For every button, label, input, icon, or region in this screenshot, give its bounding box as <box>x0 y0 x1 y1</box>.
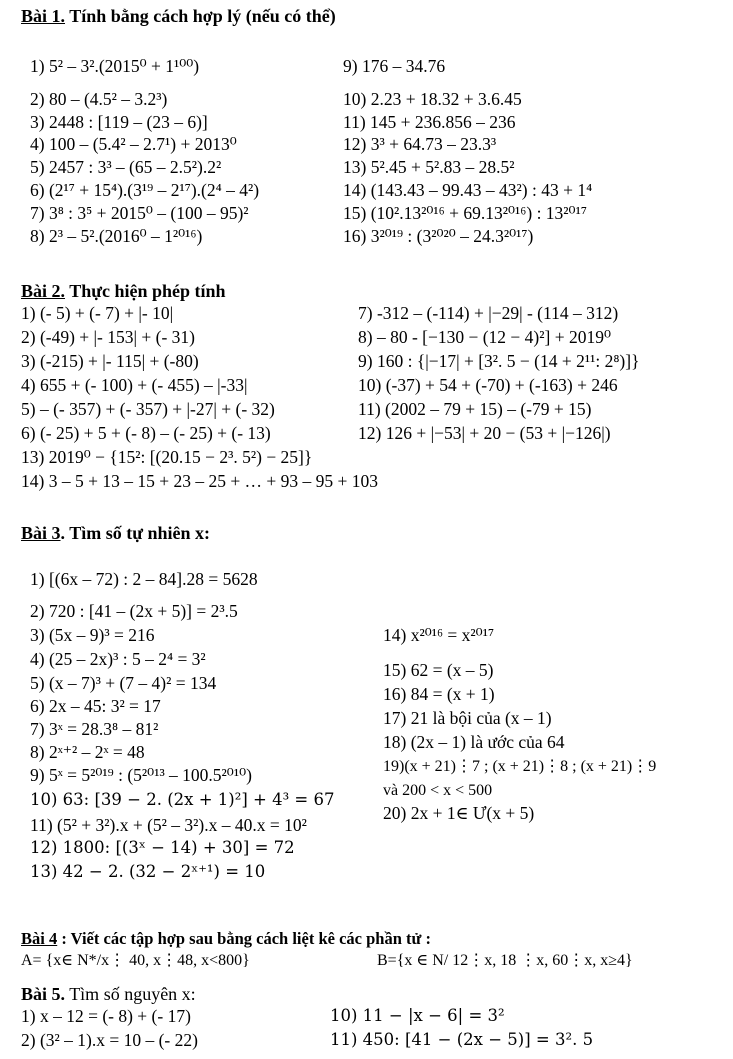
bai1-item-11: 11) 145 + 236.856 – 236 <box>343 112 516 132</box>
bai2-item-14: 14) 3 – 5 + 13 – 15 + 23 – 25 + … + 93 – 95 + 103 <box>21 471 379 491</box>
bai5-item-11: 11) 450: [41 − (2x − 5)] = 3². 5 <box>330 1030 594 1049</box>
bai2-item-7: 7) -312 – (-114) + |−29| - (114 – 312) <box>358 303 619 323</box>
bai3-item-9: 9) 5ˣ = 5²⁰¹⁹ : (5²⁰¹³ – 100.5²⁰¹⁰) <box>30 765 252 785</box>
bai2-heading: Bài 2. Thực hiện phép tính <box>21 281 226 301</box>
bai2-item-3: 3) (-215) + |- 115| + (-80) <box>21 351 199 371</box>
bai1-item-12: 12) 3³ + 64.73 – 23.3³ <box>343 134 497 154</box>
bai3-item-2: 2) 720 : [41 – (2x + 5)] = 2³.5 <box>30 601 238 621</box>
bai1-item-13: 13) 5².45 + 5².83 – 28.5² <box>343 157 515 177</box>
bai4-set-a: A= {x∈ N*/x⋮ 40, x⋮48, x<800} <box>21 952 250 969</box>
bai2-item-13: 13) 2019⁰ − {15²: [(20.15 − 2³. 5²) − 25]} <box>21 447 313 467</box>
bai2-item-10: 10) (-37) + 54 + (-70) + (-163) + 246 <box>358 375 618 395</box>
bai2-item-9: 9) 160 : {|−17| + [3². 5 − (14 + 2¹¹: 2⁸)]} <box>358 351 640 371</box>
bai1-item-2: 2) 80 – (4.5² – 3.2³) <box>30 89 168 109</box>
bai3-item-6: 6) 2x – 45: 3² = 17 <box>30 696 161 716</box>
bai3-item-15: 15) 62 = (x – 5) <box>383 660 494 680</box>
bai3-item-18: 18) (2x – 1) là ước của 64 <box>383 732 565 752</box>
bai3-item-13: 13) 42 − 2. (32 − 2ˣ⁺¹) = 10 <box>30 862 266 881</box>
bai1-item-6: 6) (2¹⁷ + 15⁴).(3¹⁹ – 2¹⁷).(2⁴ – 4²) <box>30 180 260 200</box>
bai1-item-10: 10) 2.23 + 18.32 + 3.6.45 <box>343 89 522 109</box>
bai2-item-1: 1) (- 5) + (- 7) + |- 10| <box>21 303 174 323</box>
bai5-item-2: 2) (3² – 1).x = 10 – (- 22) <box>21 1030 198 1050</box>
bai1-item-3: 3) 2448 : [119 – (23 – 6)] <box>30 112 208 132</box>
bai4-heading: Bài 4 : Viết các tập hợp sau bằng cách liệt kê các phần tử : <box>21 929 432 948</box>
bai3-item-20: 20) 2x + 1∈ Ư(x + 5) <box>383 803 535 823</box>
bai3-item-1: 1) [(6x – 72) : 2 – 84].28 = 5628 <box>30 569 258 589</box>
bai1-item-15: 15) (10².13²⁰¹⁶ + 69.13²⁰¹⁶) : 13²⁰¹⁷ <box>343 203 587 223</box>
bai1-item-8: 8) 2³ – 5².(2016⁰ – 1²⁰¹⁶) <box>30 226 203 246</box>
bai2-item-5: 5) – (- 357) + (- 357) + |-27| + (- 32) <box>21 399 275 419</box>
bai3-item-17: 17) 21 là bội của (x – 1) <box>383 708 552 728</box>
bai3-item-10: 10) 63: [39 − 2. (2x + 1)²] + 4³ = 67 <box>30 790 335 809</box>
bai1-item-9: 9) 176 – 34.76 <box>343 56 446 76</box>
bai3-item-14: 14) x²⁰¹⁶ = x²⁰¹⁷ <box>383 625 495 645</box>
bai1-item-1: 1) 5² – 3².(2015⁰ + 1¹⁰⁰) <box>30 56 200 76</box>
bai1-item-4: 4) 100 – (5.4² – 2.7¹) + 2013⁰ <box>30 134 237 154</box>
bai3-item-5: 5) (x – 7)³ + (7 – 4)² = 134 <box>30 673 217 693</box>
bai1-item-7: 7) 3⁸ : 3⁵ + 2015⁰ – (100 – 95)² <box>30 203 249 223</box>
bai3-item-16: 16) 84 = (x + 1) <box>383 684 495 704</box>
bai4-set-b: B={x ∈ N/ 12⋮x, 18 ⋮x, 60⋮x, x≥4} <box>377 952 633 969</box>
bai1-item-5: 5) 2457 : 3³ – (65 – 2.5²).2² <box>30 157 222 177</box>
bai3-item-12: 12) 1800: [(3ˣ − 14) + 30] = 72 <box>30 838 295 857</box>
bai3-heading: Bài 3. Tìm số tự nhiên x: <box>21 523 211 543</box>
bai3-item-8: 8) 2ˣ⁺² – 2ˣ = 48 <box>30 742 145 762</box>
bai2-item-12: 12) 126 + |−53| + 20 − (53 + |−126|) <box>358 423 611 443</box>
bai5-item-1: 1) x – 12 = (- 8) + (- 17) <box>21 1006 191 1026</box>
bai3-item-11: 11) (5² + 3²).x + (5² – 3²).x – 40.x = 10² <box>30 815 307 835</box>
bai2-item-11: 11) (2002 – 79 + 15) – (-79 + 15) <box>358 399 592 419</box>
bai1-item-16: 16) 3²⁰¹⁹ : (3²⁰²⁰ – 24.3²⁰¹⁷) <box>343 226 534 246</box>
bai2-item-6: 6) (- 25) + 5 + (- 8) – (- 25) + (- 13) <box>21 423 271 443</box>
bai3-item-7: 7) 3ˣ = 28.3⁸ – 81² <box>30 719 159 739</box>
bai2-item-2: 2) (-49) + |- 153| + (- 31) <box>21 327 195 347</box>
bai5-item-10: 10) 11 − |x − 6| = 3² <box>330 1006 505 1025</box>
bai3-item-19-range: và 200 < x < 500 <box>383 782 493 799</box>
bai2-item-4: 4) 655 + (- 100) + (- 455) – |-33| <box>21 375 248 395</box>
bai5-heading: Bài 5. Tìm số nguyên x: <box>21 984 196 1004</box>
bai2-item-8: 8) – 80 - [−130 − (12 − 4)²] + 2019⁰ <box>358 327 611 347</box>
bai3-item-4: 4) (25 – 2x)³ : 5 – 2⁴ = 3² <box>30 649 206 669</box>
bai1-heading: Bài 1. Tính bằng cách hợp lý (nếu có thể) <box>21 6 336 26</box>
bai3-item-3: 3) (5x – 9)³ = 216 <box>30 625 155 645</box>
bai3-item-19: 19)(x + 21)⋮7 ; (x + 21)⋮8 ; (x + 21)⋮9 <box>383 758 657 775</box>
bai1-item-14: 14) (143.43 – 99.43 – 43²) : 43 + 1⁴ <box>343 180 593 200</box>
